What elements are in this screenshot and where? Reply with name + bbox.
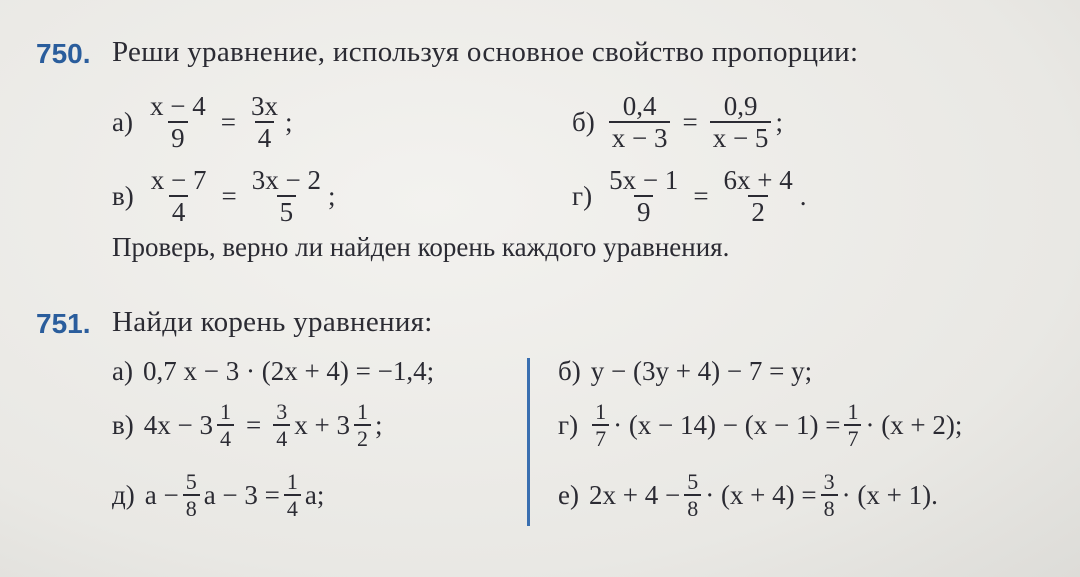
label: г): [558, 409, 579, 440]
fraction: [609, 92, 671, 153]
numerator: 3x: [250, 91, 278, 121]
term: · (x + 4) =: [705, 479, 817, 510]
numerator: 5: [687, 469, 699, 494]
label: б): [572, 106, 595, 137]
numerator: 3: [276, 399, 288, 424]
problem-750-heading: Реши уравнение, используя основное свойство пропорции:: [112, 36, 859, 68]
equals-sign: =: [221, 180, 237, 211]
fraction: [354, 400, 371, 450]
label: е): [558, 479, 579, 510]
numerator: 5x − 1: [609, 165, 679, 195]
denominator: 4: [169, 195, 189, 226]
equals-sign: =: [682, 106, 698, 137]
term: · (x + 2);: [865, 409, 963, 440]
numerator: 0,4: [622, 91, 657, 121]
numerator: 3x − 2: [251, 165, 321, 195]
equals-sign: =: [693, 180, 709, 211]
label: а): [112, 106, 133, 137]
term: a;: [304, 479, 325, 510]
numerator: 6x + 4: [723, 165, 793, 195]
denominator: 4: [273, 424, 290, 450]
problem-751-number: 751.: [36, 308, 91, 339]
equation-750-b: [572, 92, 783, 153]
equation-text: 0,7 x − 3 · (2x + 4) = −1,4;: [142, 356, 435, 386]
term: x + 3: [294, 409, 350, 440]
numerator: 3: [823, 469, 835, 494]
denominator: 5: [277, 195, 297, 226]
label: д): [112, 479, 135, 510]
denominator: 4: [217, 424, 234, 450]
term: · (x + 1).: [841, 479, 938, 510]
fraction: [592, 400, 609, 450]
problem-750-number: 750.: [36, 38, 91, 69]
equation-751-e: [558, 470, 938, 520]
punctuation: .: [799, 180, 807, 211]
fraction: [147, 92, 209, 153]
numerator: 1: [219, 399, 231, 424]
punctuation: ;: [284, 106, 293, 137]
numerator: 1: [847, 399, 859, 424]
problem-751-heading: Найди корень уравнения:: [112, 306, 433, 338]
fraction: [710, 92, 772, 153]
label: а): [112, 356, 133, 386]
fraction: [183, 470, 200, 520]
fraction: [273, 400, 290, 450]
numerator: 1: [356, 399, 368, 424]
denominator: 8: [183, 494, 200, 520]
fraction: [606, 166, 681, 227]
denominator: 7: [844, 424, 861, 450]
term: a − 3 =: [203, 479, 280, 510]
fraction: [721, 166, 796, 227]
equation-750-v: [112, 166, 335, 227]
denominator: 4: [255, 121, 275, 152]
equals-sign: =: [245, 409, 262, 440]
numerator: 0,9: [723, 91, 758, 121]
equation-750-a: [112, 92, 292, 153]
fraction: [148, 166, 210, 227]
denominator: x − 5: [710, 121, 772, 152]
check-instruction: Проверь, верно ли найден корень каждого уравнения.: [112, 232, 730, 262]
label: в): [112, 180, 134, 211]
denominator: 9: [168, 121, 188, 152]
fraction: [284, 470, 301, 520]
numerator: x − 7: [150, 165, 207, 195]
denominator: 4: [284, 494, 301, 520]
term: · (x − 14) − (x − 1) =: [613, 409, 841, 440]
fraction: [821, 470, 838, 520]
equation-751-b: [558, 356, 812, 387]
denominator: 9: [634, 195, 654, 226]
fraction: [217, 400, 234, 450]
label: г): [572, 180, 593, 211]
punctuation: ;: [327, 180, 336, 211]
denominator: 8: [684, 494, 701, 520]
equation-751-g: [558, 400, 962, 450]
fraction: [844, 400, 861, 450]
equation-751-a: [112, 356, 434, 387]
term: 4x − 3: [143, 409, 213, 440]
denominator: 7: [592, 424, 609, 450]
column-divider: [527, 358, 530, 526]
equals-sign: =: [220, 106, 236, 137]
fraction: [248, 92, 281, 153]
equation-text: y − (3y + 4) − 7 = y;: [590, 356, 813, 386]
label: б): [558, 356, 581, 386]
numerator: 1: [595, 399, 607, 424]
numerator: x − 4: [149, 91, 206, 121]
numerator: 5: [185, 469, 197, 494]
term: 2x + 4 −: [588, 479, 681, 510]
denominator: x − 3: [609, 121, 671, 152]
punctuation: ;: [775, 106, 783, 137]
numerator: 1: [286, 469, 298, 494]
equation-751-v: [112, 400, 382, 450]
label: в): [112, 409, 134, 440]
denominator: 2: [354, 424, 371, 450]
term: a −: [144, 479, 179, 510]
fraction: [249, 166, 324, 227]
equation-750-g: [572, 166, 807, 227]
punctuation: ;: [374, 409, 383, 440]
equation-751-d: [112, 470, 324, 520]
denominator: 8: [821, 494, 838, 520]
denominator: 2: [748, 195, 768, 226]
fraction: [684, 470, 701, 520]
